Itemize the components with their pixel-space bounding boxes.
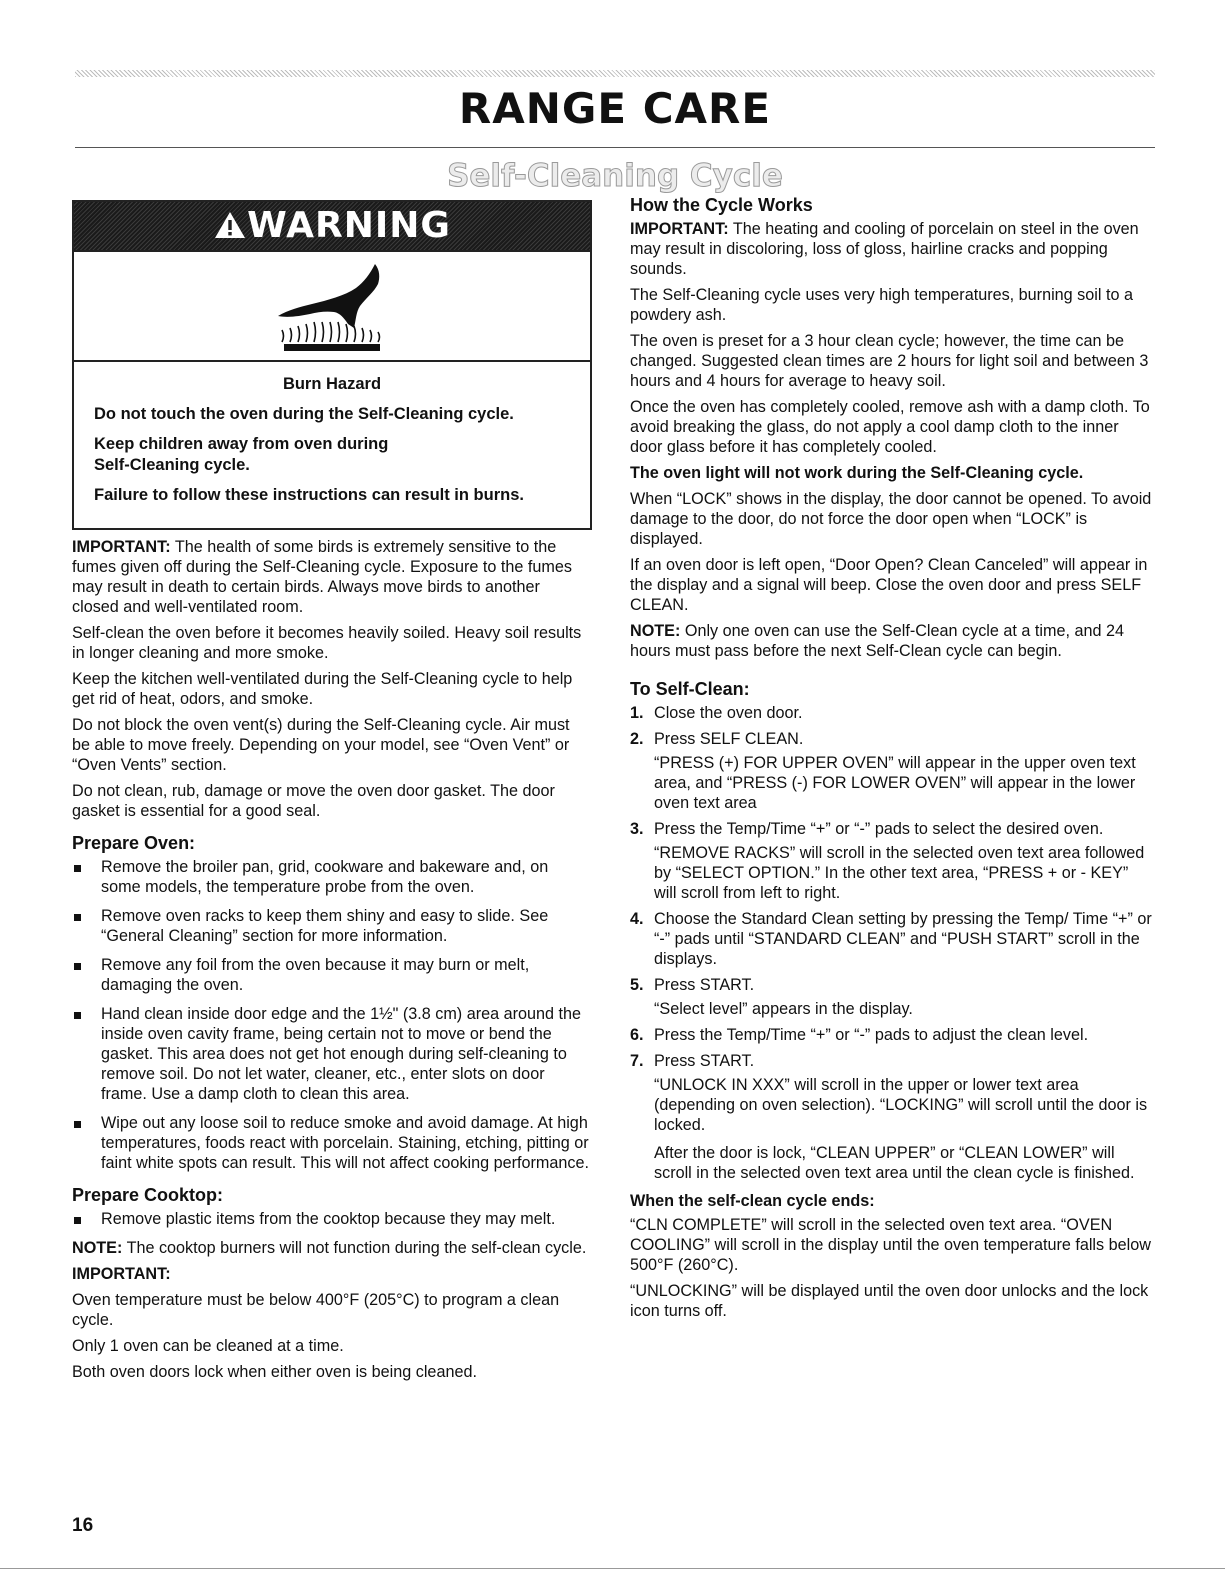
left-column (72, 537, 590, 1388)
warning-header (74, 202, 590, 252)
paragraph-cln-complete: “CLN COMPLETE” will scroll in the selected oven text area. “OVEN COOLING” will scroll in the display until the oven temperature falls below 500°F (260°C). (630, 1216, 1151, 1274)
paragraph-oven-vent: Do not block the oven vent(s) during the Self-Cleaning cycle. Air must be able to move freely. Depending on your model, see “Oven Vent” or “Oven Vents” section. (72, 716, 570, 774)
step-item: 2. Press SELF CLEAN. “PRESS (+) FOR UPPER OVEN” will appear in the upper oven text area, and “PRESS (-) FOR LOWER OVEN” will appear in the lower oven text area (630, 729, 1152, 813)
step-item: 4. Choose the Standard Clean setting by pressing the Temp/ Time “+” or “-” pads until “STANDARD CLEAN” and “PUSH START” scroll in the displays. (630, 910, 1152, 968)
bottom-divider (0, 1568, 1225, 1569)
step-item: 6. Press the Temp/Time “+” or “-” pads to adjust the clean level. (630, 1026, 1089, 1044)
paragraph-one-oven: Only 1 oven can be cleaned at a time. (72, 1337, 344, 1355)
paragraph-high-temperatures: The Self-Cleaning cycle uses very high temperatures, burning soil to a powdery ash. (630, 286, 1133, 324)
step-detail: “UNLOCK IN XXX” will scroll in the upper or lower text area (depending on oven selection). “LOCKING” will scroll until the door is locked. (654, 1076, 1148, 1134)
warning-triangle-icon (213, 210, 247, 240)
bullet-icon (74, 1012, 81, 1019)
bullet-icon (74, 1217, 81, 1224)
list-item: Remove oven racks to keep them shiny and easy to slide. See “General Cleaning” section for more information. (72, 906, 590, 946)
prepare-oven-list (72, 857, 590, 1173)
list-item: Remove plastic items from the cooktop because they may melt. (72, 1209, 590, 1229)
step-detail: After the door is lock, “CLEAN UPPER” or “CLEAN LOWER” will scroll in the selected oven text area until the clean cycle is finished. (654, 1144, 1135, 1182)
one-oven-note: NOTE: Only one oven can use the Self-Clean cycle at a time, and 24 hours must pass before the next Self-Clean cycle can begin. (630, 622, 1124, 660)
cooktop-note: NOTE: The cooktop burners will not function during the self-clean cycle. (72, 1239, 587, 1257)
paragraph-unlocking: “UNLOCKING” will be displayed until the oven door unlocks and the lock icon turns off. (630, 1282, 1149, 1320)
step-item: 1. Close the oven door. (630, 704, 803, 722)
burn-hazard-label: Burn Hazard (282, 375, 382, 393)
paragraph-gasket: Do not clean, rub, damage or move the oven door gasket. The door gasket is essential for a good seal. (72, 782, 555, 820)
step-detail: “REMOVE RACKS” will scroll in the selected oven text area followed by “SELECT OPTION.” In the other text area, “PRESS + or - KEY” will scroll from left to right. (654, 844, 1145, 902)
porcelain-important: IMPORTANT: The heating and cooling of porcelain on steel in the oven may result in discoloring, loss of gloss, hairline cracks and popping sounds. (630, 220, 1139, 278)
burn-hazard-icon (270, 262, 400, 352)
warning-line-3: Failure to follow these instructions can result in burns. (94, 486, 524, 504)
prepare-oven-heading: Prepare Oven: (72, 833, 196, 853)
bullet-icon (74, 865, 81, 872)
warning-icon-area (74, 252, 590, 362)
paragraph-lock: When “LOCK” shows in the display, the door cannot be opened. To avoid damage to the door, do not force the door open when “LOCK” is displayed. (630, 490, 1152, 548)
header-band (75, 70, 1155, 77)
warning-box (72, 200, 592, 530)
step-detail: “PRESS (+) FOR UPPER OVEN” will appear in the upper oven text area, and “PRESS (-) FOR LOWER OVEN” will appear in the lower oven text area (654, 754, 1136, 812)
paragraph-doors-lock: Both oven doors lock when either oven is being cleaned. (72, 1363, 477, 1381)
paragraph-ash: Once the oven has completely cooled, remove ash with a damp cloth. To avoid breaking the glass, do not apply a cool damp cloth to the inner door glass before it has completely cooled. (630, 398, 1150, 456)
step-item: 3. Press the Temp/Time “+” or “-” pads to select the desired oven. “REMOVE RACKS” will scroll in the selected oven text area followed by “SELECT OPTION.” In the other text area, “PRESS + or - KEY” will scroll from left to right. (630, 819, 1152, 903)
warning-line-1: Do not touch the oven during the Self-Cleaning cycle. (94, 405, 514, 423)
prepare-cooktop-heading: Prepare Cooktop: (72, 1185, 224, 1205)
prepare-cooktop-list (72, 1209, 590, 1229)
step-detail: “Select level” appears in the display. (654, 1000, 913, 1018)
bullet-icon (74, 963, 81, 970)
right-column (630, 195, 1152, 1327)
list-item: Remove the broiler pan, grid, cookware and bakeware and, on some models, the temperature probe from the oven. (72, 857, 590, 897)
list-item: Remove any foil from the oven because it may burn or melt, damaging the oven. (72, 955, 590, 995)
warning-text (74, 362, 590, 506)
section-title: Self-Cleaning Cycle (447, 158, 783, 194)
step-item: 7. Press START. “UNLOCK IN XXX” will scroll in the upper or lower text area (depending on oven selection). “LOCKING” will scroll until the door is locked. After the door is lock, “CLEAN UPPER” or “CLEAN LOWER” will scroll in the selected oven text area until the clean cycle is finished. (630, 1051, 1152, 1183)
paragraph-ventilation: Keep the kitchen well-ventilated during the Self-Cleaning cycle to help get rid of heat, odors, and smoke. (72, 670, 573, 708)
to-self-clean-heading: To Self-Clean: (630, 679, 750, 699)
page-number: 16 (72, 1515, 94, 1536)
birds-important: IMPORTANT: The health of some birds is extremely sensitive to the fumes given off during the Self-Cleaning cycle. Exposure to the fumes may result in death to certain birds. Always move birds to another closed and well-ventilated room. (72, 538, 572, 616)
bullet-icon (74, 1121, 81, 1128)
self-clean-steps (630, 703, 1152, 1183)
warning-title: WARNING (247, 205, 451, 246)
paragraph-door-open: If an oven door is left open, “Door Open? Clean Canceled” will appear in the display and a signal will beep. Close the oven door and press SELF CLEAN. (630, 556, 1148, 614)
bullet-icon (74, 914, 81, 921)
paragraph-oven-light: The oven light will not work during the Self-Cleaning cycle. (630, 464, 1084, 482)
how-cycle-works-heading: How the Cycle Works (630, 195, 813, 215)
title-divider (75, 147, 1155, 148)
list-item: Wipe out any loose soil to reduce smoke and avoid damage. At high temperatures, foods react with porcelain. Staining, etching, pitting or faint white spots can result. This will not affect cooking performance. (72, 1113, 590, 1173)
paragraph-heavily-soiled: Self-clean the oven before it becomes heavily soiled. Heavy soil results in longer cleaning and more smoke. (72, 624, 582, 662)
cycle-ends-heading: When the self-clean cycle ends: (630, 1192, 875, 1210)
list-item: Hand clean inside door edge and the 1½" (3.8 cm) area around the inside oven cavity frame, being certain not to move or bend the gasket. This area does not get hot enough during self-cleaning to remove soil. Do not let water, cleaner, etc., enter slots on door frame. Use a damp cloth to clean this area. (72, 1004, 590, 1104)
step-item: 5. Press START. “Select level” appears in the display. (630, 975, 1152, 1019)
paragraph-preset: The oven is preset for a 3 hour clean cycle; however, the time can be changed. Suggested clean times are 2 hours for light soil and between 3 hours and 4 hours for average to heavy soil. (630, 332, 1149, 390)
page-title: RANGE CARE (458, 84, 772, 133)
important-label-2: IMPORTANT: (72, 1265, 171, 1283)
paragraph-temperature: Oven temperature must be below 400°F (205°C) to program a clean cycle. (72, 1291, 560, 1329)
warning-line-2: Keep children away from oven during Self-Cleaning cycle. (94, 435, 389, 474)
